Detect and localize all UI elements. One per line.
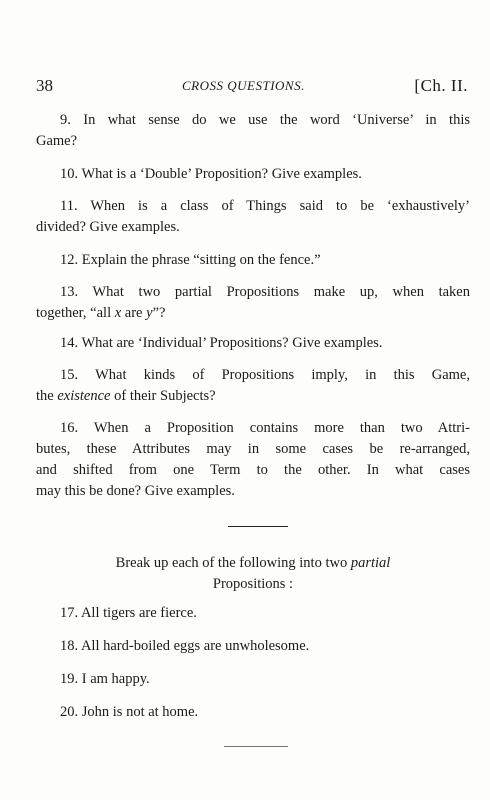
emphasis-existence: existence	[57, 388, 111, 404]
emphasis-partial: partial	[350, 555, 391, 571]
exercise-19	[36, 669, 470, 690]
question-number: 9.	[60, 112, 71, 128]
page-header	[36, 76, 468, 100]
exercise-text: John is not at home.	[81, 704, 199, 720]
question-12	[36, 250, 470, 271]
closing-divider	[224, 746, 288, 747]
question-11	[36, 196, 470, 238]
question-text: When is a class of Things said to be ‘exhaustively’	[90, 198, 470, 214]
question-text-cont: may this be done? Give examples.	[36, 483, 235, 499]
question-15	[36, 365, 470, 407]
question-text-cont: and shifted from one Term to the other. In what cases	[36, 462, 470, 478]
question-text: What are ‘Individual’ Propositions? Give examples.	[81, 335, 383, 351]
text-fragment: together, “all	[36, 305, 115, 321]
text-fragment: of their Subjects?	[110, 388, 216, 404]
variable-x: x	[114, 305, 122, 321]
question-9	[36, 110, 470, 152]
question-text: What two partial Propositions make up, when taken	[92, 284, 470, 300]
question-text: Explain the phrase “sitting on the fence.”	[81, 252, 321, 268]
text-fragment: the	[36, 388, 58, 404]
question-16	[36, 418, 470, 502]
question-text: What kinds of Propositions imply, in this Game,	[95, 367, 470, 383]
instruction-line-2: Propositions :	[212, 576, 294, 592]
question-number: 16.	[60, 420, 79, 436]
exercise-18	[36, 636, 470, 657]
question-number: 11.	[60, 198, 78, 214]
exercise-instruction	[36, 553, 470, 595]
question-number: 10.	[60, 166, 79, 182]
question-number: 14.	[60, 335, 79, 351]
text-fragment: are	[121, 305, 147, 321]
instruction-text: Break up each of the following into two	[115, 555, 351, 571]
question-text-cont: Game?	[36, 133, 78, 149]
chapter-label: [Ch. II.	[414, 76, 468, 95]
question-text: In what sense do we use the word ‘Universe’ in this	[83, 112, 471, 128]
exercise-text: All tigers are fierce.	[80, 605, 197, 621]
question-number: 13.	[60, 284, 79, 300]
exercise-text: All hard-boiled eggs are unwholesome.	[80, 638, 310, 654]
running-title: CROSS QUESTIONS.	[182, 78, 305, 93]
section-divider	[228, 526, 288, 527]
question-14	[36, 333, 470, 354]
question-number: 15.	[60, 367, 79, 383]
question-13	[36, 282, 470, 324]
question-number: 12.	[60, 252, 79, 268]
question-text-cont	[36, 303, 470, 324]
question-text-cont: divided? Give examples.	[36, 219, 180, 235]
exercise-number: 17.	[60, 605, 79, 621]
exercise-number: 20.	[60, 704, 79, 720]
question-text-cont	[36, 386, 470, 407]
page-number: 38	[36, 76, 53, 95]
exercise-20	[36, 702, 470, 723]
variable-y: y	[146, 305, 153, 321]
exercise-number: 18.	[60, 638, 79, 654]
question-text: What is a ‘Double’ Proposition? Give examples.	[81, 166, 362, 182]
instruction-line-1	[36, 553, 470, 574]
exercise-text: I am happy.	[81, 671, 150, 687]
exercise-number: 19.	[60, 671, 79, 687]
question-text-cont: butes, these Attributes may in some cases be re-arranged,	[36, 441, 470, 457]
question-10	[36, 164, 470, 185]
exercise-17	[36, 603, 470, 624]
text-fragment: ”?	[152, 305, 166, 321]
question-text: When a Proposition contains more than two Attri-	[93, 420, 470, 436]
